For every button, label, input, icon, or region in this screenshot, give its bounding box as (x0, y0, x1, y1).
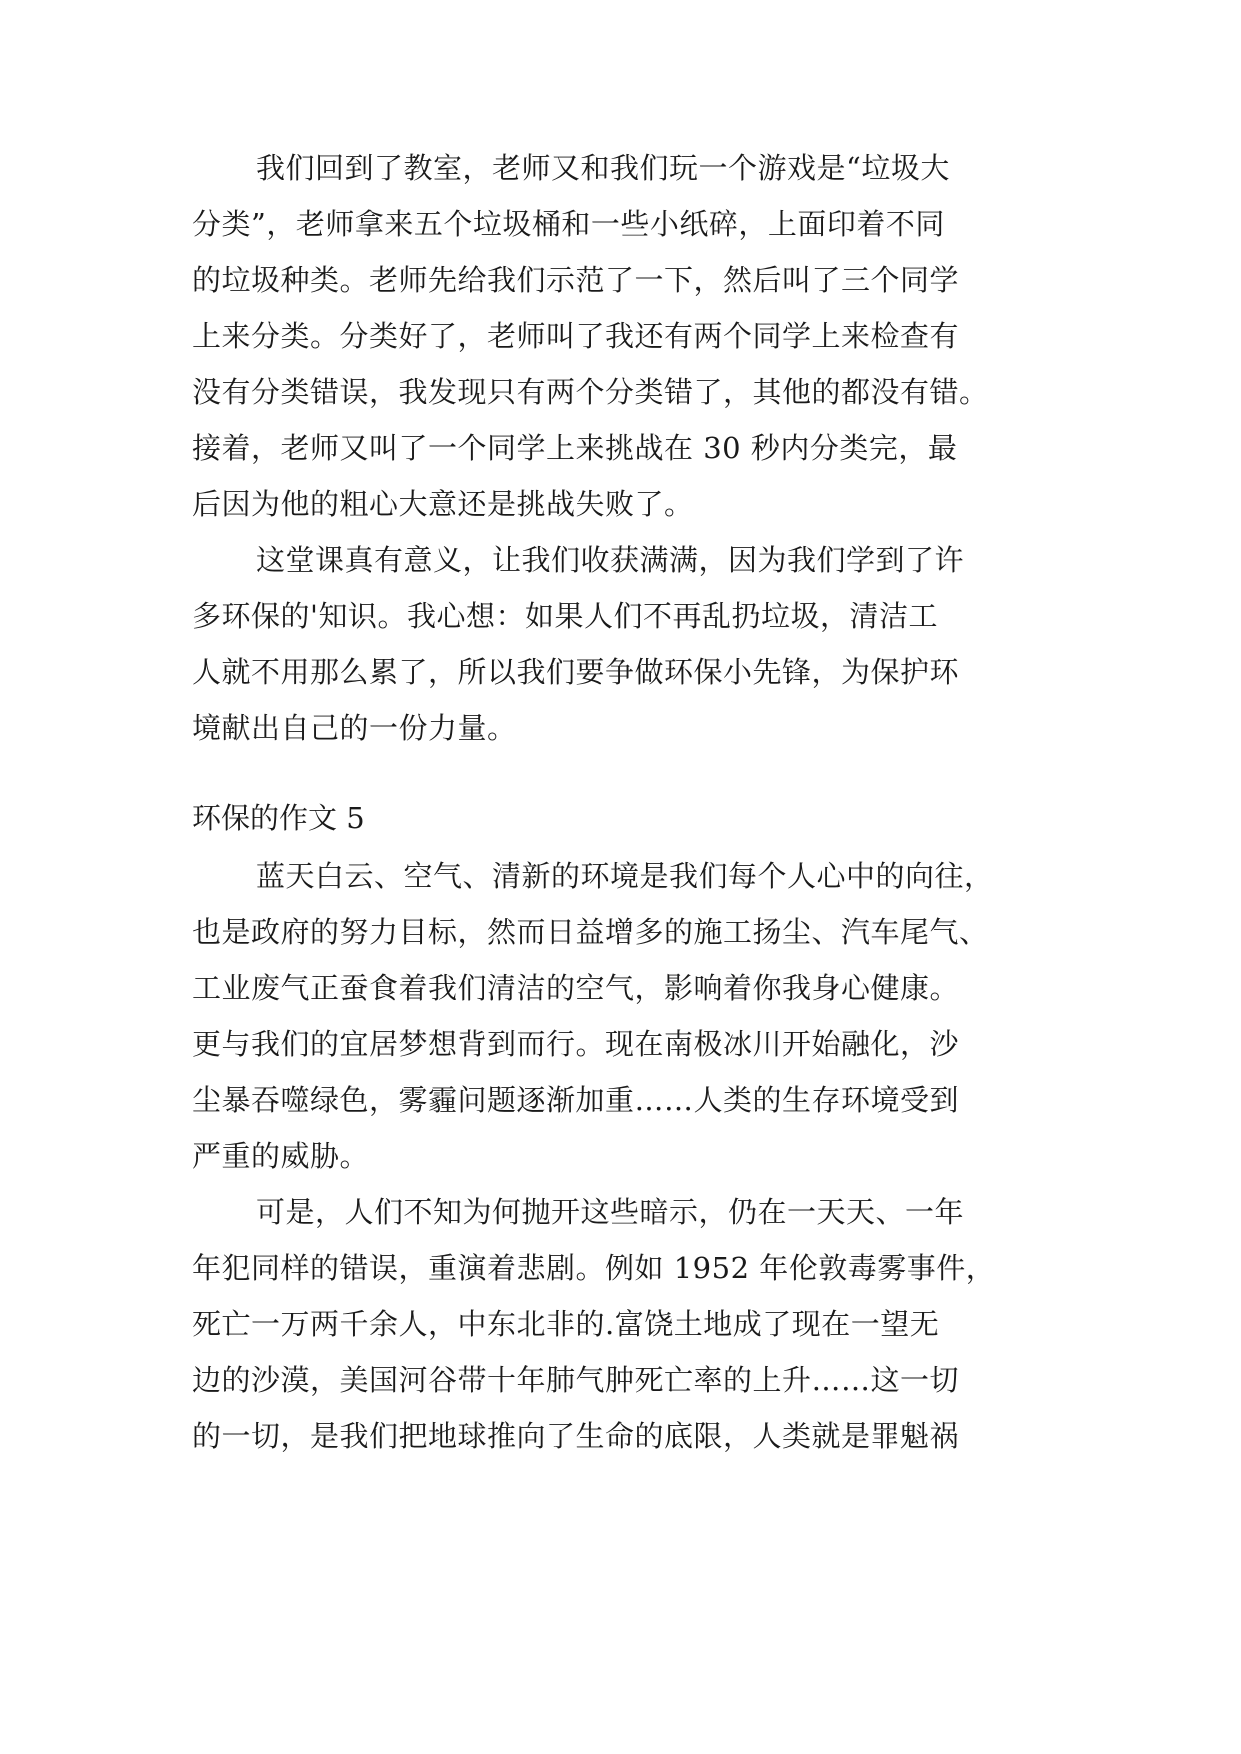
paragraph-line: 严重的威胁。 (192, 1139, 370, 1173)
paragraph-line: 没有分类错误，我发现只有两个分类错了，其他的都没有错。 (192, 375, 989, 409)
section-title: 环保的作文 5 (192, 801, 365, 835)
paragraph-line: 死亡一万两千余人，中东北非的.富饶土地成了现在一望无 (192, 1307, 940, 1341)
paragraph-line: 蓝天白云、空气、清新的环境是我们每个人心中的向往， (256, 859, 994, 893)
paragraph-line: 人就不用那么累了，所以我们要争做环保小先锋，为保护环 (192, 655, 960, 689)
paragraph-line: 也是政府的努力目标，然而日益增多的施工扬尘、汽车尾气、 (192, 915, 989, 949)
paragraph-line: 边的沙漠，美国河谷带十年肺气肿死亡率的上升……这一切 (192, 1363, 960, 1397)
paragraph-line: 多环保的'知识。我心想：如果人们不再乱扔垃圾，清洁工 (192, 599, 938, 633)
paragraph-line: 年犯同样的错误，重演着悲剧。例如 1952 年伦敦毒雾事件， (192, 1251, 996, 1285)
paragraph-line: 我们回到了教室，老师又和我们玩一个游戏是“垃圾大 (256, 151, 950, 185)
paragraph-line: 的一切，是我们把地球推向了生命的底限，人类就是罪魁祸 (192, 1419, 960, 1453)
paragraph-line: 分类”，老师拿来五个垃圾桶和一些小纸碎，上面印着不同 (192, 207, 945, 241)
paragraph-line: 尘暴吞噬绿色，雾霾问题逐渐加重……人类的生存环境受到 (192, 1083, 960, 1117)
paragraph-line: 上来分类。分类好了，老师叫了我还有两个同学上来检查有 (192, 319, 960, 353)
paragraph-line: 的垃圾种类。老师先给我们示范了一下，然后叫了三个同学 (192, 263, 960, 297)
paragraph-line: 接着，老师又叫了一个同学上来挑战在 30 秒内分类完，最 (192, 431, 958, 465)
paragraph-line: 可是，人们不知为何抛开这些暗示，仍在一天天、一年 (256, 1195, 965, 1229)
paragraph-line: 这堂课真有意义，让我们收获满满，因为我们学到了许 (256, 543, 965, 577)
paragraph-line: 更与我们的宜居梦想背到而行。现在南极冰川开始融化，沙 (192, 1027, 960, 1061)
paragraph-line: 工业废气正蚕食着我们清洁的空气，影响着你我身心健康。 (192, 971, 960, 1005)
paragraph-line: 后因为他的粗心大意还是挑战失败了。 (192, 487, 694, 521)
paragraph-line: 境献出自己的一份力量。 (192, 711, 517, 745)
